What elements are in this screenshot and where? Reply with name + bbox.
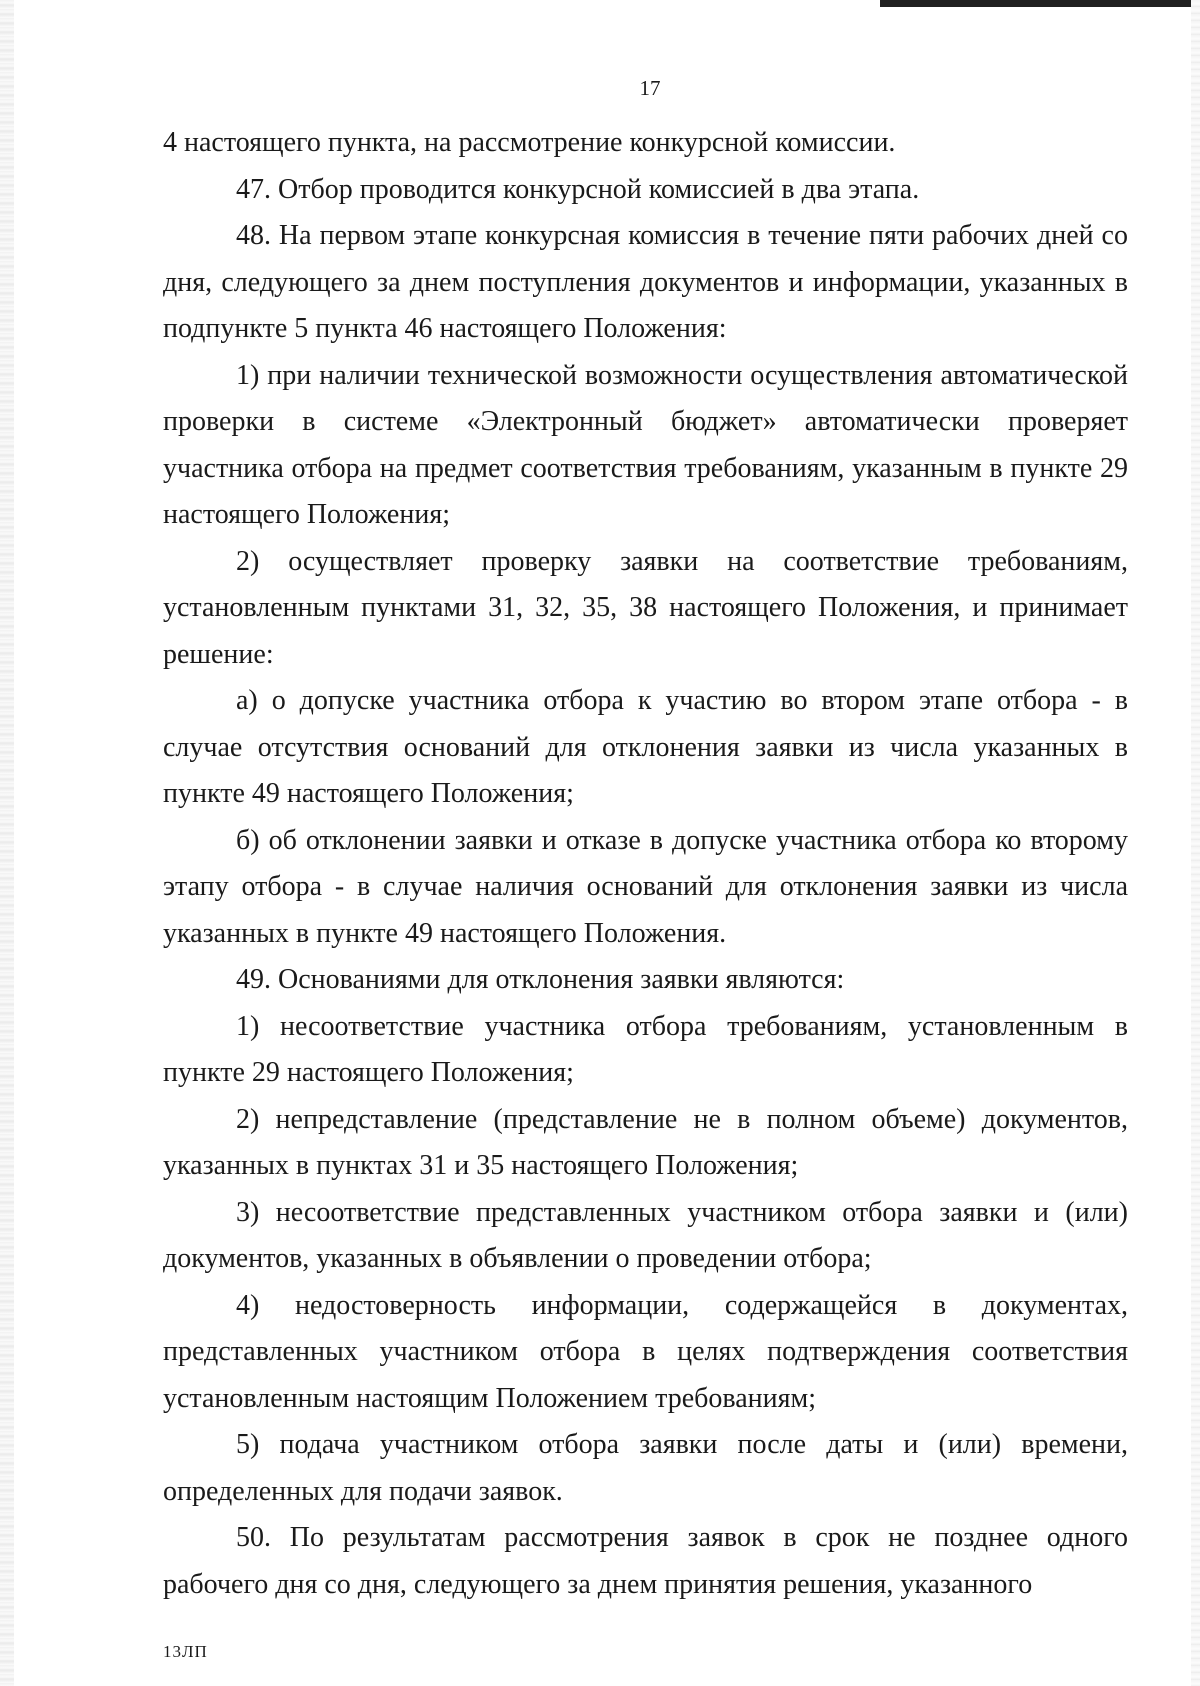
document-body (163, 120, 1128, 1608)
footer-document-code: 13ЛП (163, 1642, 208, 1661)
paragraph-49-item-4: 4) недостоверность информации, содержащейся в документах, представленных участником отбора в целях подтверждения соответствия установленным настоящим Положением требованиям; (163, 1289, 1128, 1414)
paragraph-50: 50. По результатам рассмотрения заявок в срок не позднее одного рабочего дня со дня, следующего за днем принятия решения, указанного (163, 1522, 1128, 1600)
paragraph-48-item-2a: а) о допуске участника отбора к участию во втором этапе отбора - в случае отсутствия оснований для отклонения заявки из числа указанных в пункте 49 настоящего Положения; (163, 685, 1128, 809)
paragraph-49-item-2: 2) непредставление (представление не в полном объеме) документов, указанных в пунктах 31 и 35 настоящего Положения; (163, 1103, 1128, 1181)
paragraph-49-item-3: 3) несоответствие представленных участником отбора заявки и (или) документов, указанных в объявлении о проведении отбора; (163, 1196, 1128, 1274)
paragraph-47: 47. Отбор проводится конкурсной комиссией в два этапа. (236, 173, 920, 205)
paragraph-continuation: 4 настоящего пункта, на рассмотрение конкурсной комиссии. (163, 127, 896, 158)
paragraph-48-item-2: 2) осуществляет проверку заявки на соответствие требованиям, установленным пунктами 31, 32, 35, 38 настоящего Положения, и принимает решение: (163, 545, 1128, 670)
scan-edge-top (880, 0, 1200, 7)
scan-edge-right (1191, 0, 1200, 1686)
paragraph-48: 48. На первом этапе конкурсная комиссия в течение пяти рабочих дней со дня, следующего за днем поступления документов и информации, указанных в подпункте 5 пункта 46 настоящего Положения: (163, 220, 1128, 344)
page-number: 17 (639, 76, 661, 100)
paragraph-49-item-1: 1) несоответствие участника отбора требованиям, установленным в пункте 29 настоящего Положения; (163, 1010, 1128, 1088)
paragraph-49-item-5: 5) подача участником отбора заявки после даты и (или) времени, определенных для подачи заявок. (163, 1429, 1128, 1507)
paragraph-48-item-1: 1) при наличии технической возможности осуществления автоматической проверки в системе «Электронный бюджет» автоматически проверяет участника отбора на предмет соответствия требованиям, указанным в пункте 29 настоящего Положения; (163, 359, 1128, 530)
scan-edge-left (0, 0, 14, 1686)
paragraph-49: 49. Основаниями для отклонения заявки являются: (236, 964, 845, 995)
paragraph-48-item-2b: б) об отклонении заявки и отказе в допуске участника отбора ко второму этапу отбора - в случае наличия оснований для отклонения заявки из числа указанных в пункте 49 настоящего Положения. (163, 824, 1128, 949)
